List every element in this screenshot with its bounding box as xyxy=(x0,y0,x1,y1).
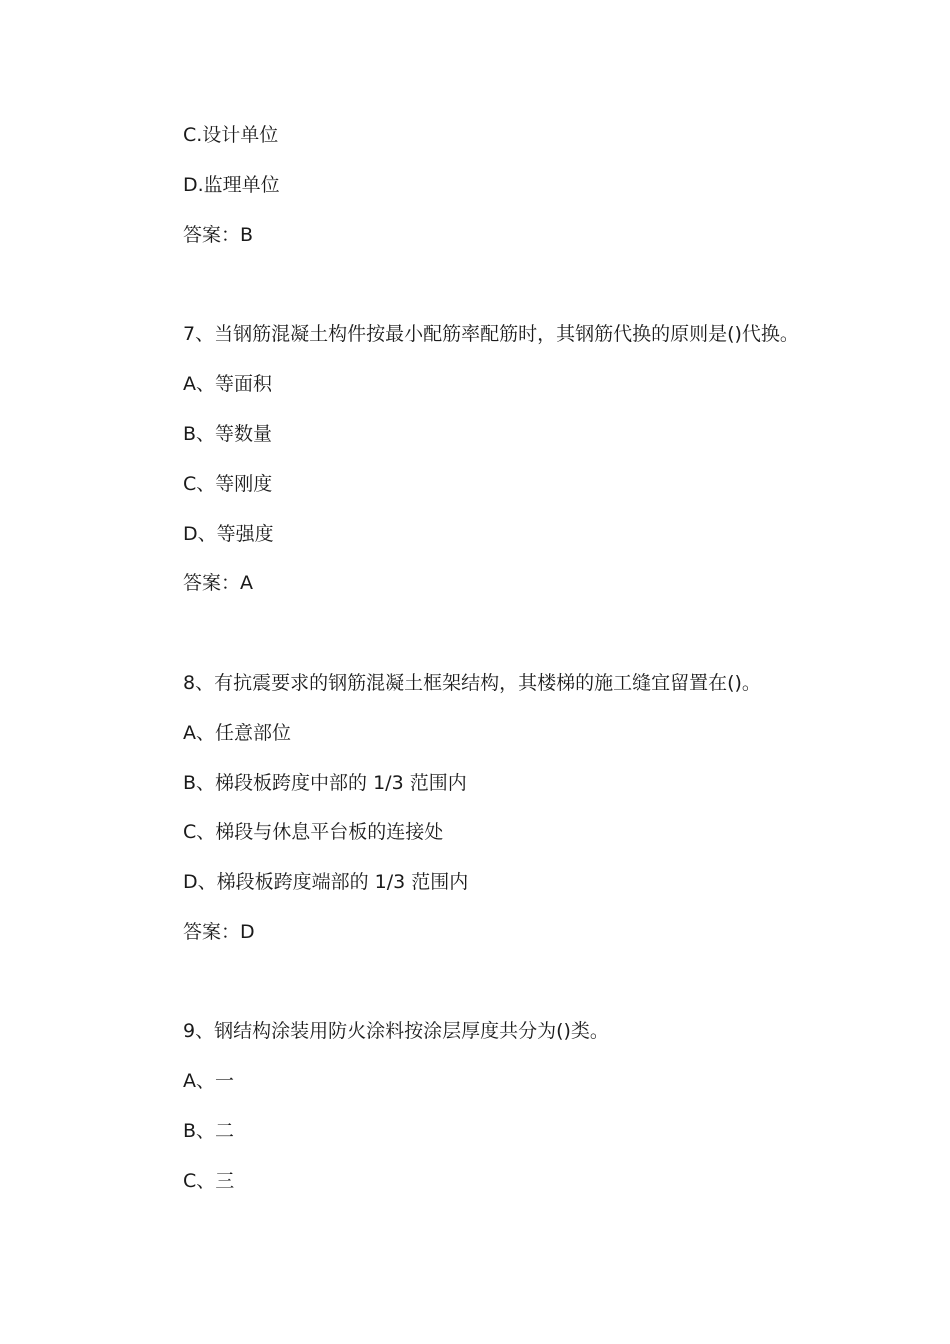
q8-option-d: D、梯段板跨度端部的 1/3 范围内 xyxy=(183,871,469,893)
q8-answer: 答案：D xyxy=(183,921,255,943)
q7-option-d: D、等强度 xyxy=(183,523,274,545)
q7-question: 7、当钢筋混凝土构件按最小配筋率配筋时，其钢筋代换的原则是()代换。 xyxy=(183,323,799,345)
q9-question: 9、钢结构涂装用防火涂料按涂层厚度共分为()类。 xyxy=(183,1020,609,1042)
q7-answer: 答案：A xyxy=(183,572,253,594)
q7-option-a: A、等面积 xyxy=(183,373,272,395)
q8-option-a: A、任意部位 xyxy=(183,722,291,744)
q6-option-c: C.设计单位 xyxy=(183,124,279,146)
q8-question: 8、有抗震要求的钢筋混凝土框架结构，其楼梯的施工缝宜留置在()。 xyxy=(183,672,761,694)
q6-answer: 答案：B xyxy=(183,224,254,246)
q9-option-a: A、一 xyxy=(183,1070,234,1092)
q7-option-c: C、等刚度 xyxy=(183,473,273,495)
q8-option-b: B、梯段板跨度中部的 1/3 范围内 xyxy=(183,772,467,794)
q6-option-d: D.监理单位 xyxy=(183,174,280,196)
q7-option-b: B、等数量 xyxy=(183,423,273,445)
q9-option-b: B、二 xyxy=(183,1120,235,1142)
q9-option-c: C、三 xyxy=(183,1170,235,1192)
q8-option-c: C、梯段与休息平台板的连接处 xyxy=(183,821,444,843)
